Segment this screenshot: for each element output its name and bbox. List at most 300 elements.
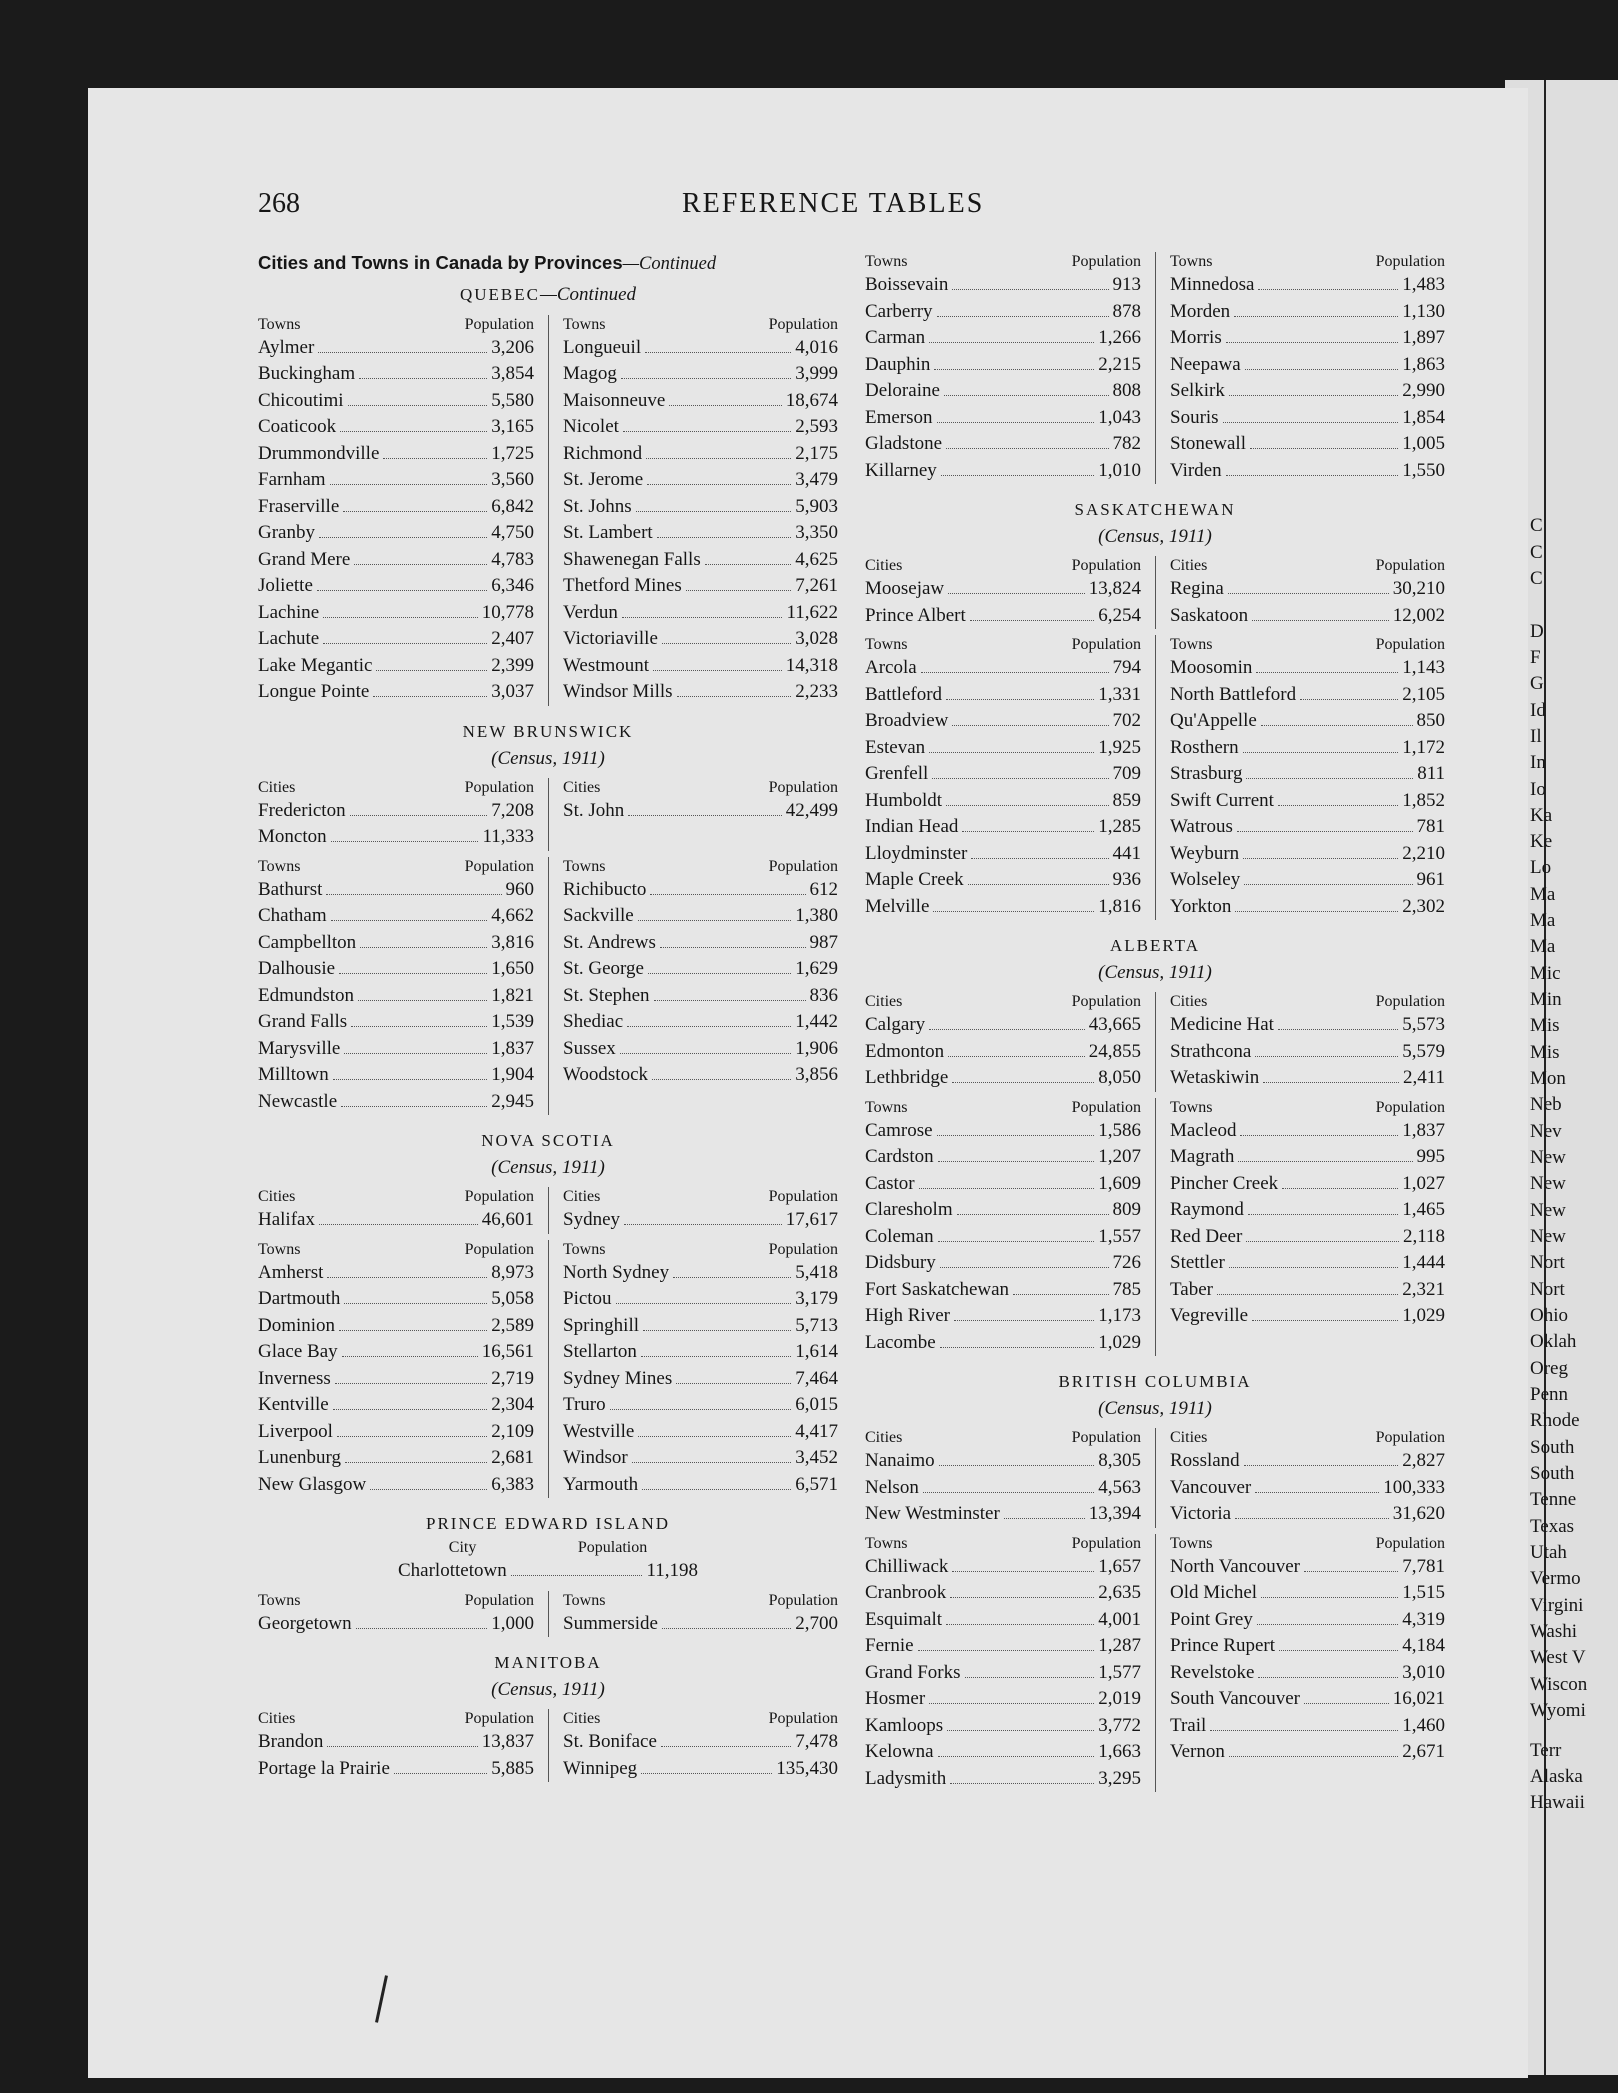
population-value: 5,579 (1402, 1040, 1445, 1062)
place-name: Marysville (258, 1037, 341, 1059)
left-subtable (865, 1534, 1155, 1793)
place-name: Truro (563, 1394, 606, 1415)
table-row (865, 1250, 1141, 1277)
left-subtable (865, 252, 1155, 484)
table-row (258, 1207, 534, 1234)
table-row (563, 983, 838, 1010)
table-row (1170, 867, 1445, 894)
table-row (865, 458, 1141, 485)
population-value: 100,333 (1383, 1476, 1445, 1498)
place-name: Magog (563, 363, 617, 384)
population-value: 1,725 (491, 442, 534, 464)
place-name: Liverpool (258, 1420, 333, 1442)
subtable-label: Cities (563, 1710, 601, 1727)
table-row (563, 1313, 838, 1340)
subtable-label: Towns (865, 253, 908, 270)
place-name: Nicolet (563, 416, 619, 437)
population-value: 2,019 (1098, 1688, 1141, 1709)
table-row (865, 1012, 1141, 1039)
place-name: Nanaimo (865, 1450, 935, 1471)
subtable-pop-label: Population (1071, 253, 1141, 270)
dot-leader (642, 1483, 791, 1490)
population-value: 13,824 (1088, 578, 1141, 599)
dot-leader (624, 1218, 782, 1225)
dot-leader (327, 1740, 477, 1747)
population-value: 1,331 (1098, 683, 1141, 705)
next-page-fragment: South (1530, 1437, 1575, 1458)
dot-leader (952, 1076, 1094, 1083)
place-name: Medicine Hat (1170, 1014, 1274, 1035)
table-row (865, 1633, 1141, 1660)
next-page-fragment: New (1530, 1173, 1566, 1194)
subtable-pop-label: Population (768, 1591, 838, 1609)
province-heading: SASKATCHEWAN (1074, 500, 1236, 519)
table-row (1170, 1686, 1445, 1713)
table-row (865, 814, 1141, 841)
subtable-header (563, 315, 838, 335)
place-name: St. Stephen (563, 984, 650, 1006)
dot-leader (643, 1324, 791, 1331)
table-row (1170, 603, 1445, 630)
table-row (258, 679, 534, 706)
next-page-fragment: Mic (1530, 963, 1561, 984)
table-block (258, 1240, 838, 1499)
table-row (865, 1501, 1141, 1528)
population-value: 1,143 (1402, 657, 1445, 678)
census-note: (Census, 1911) (491, 1679, 605, 1700)
dot-leader (970, 614, 1094, 621)
next-page-fragment: Oreg (1530, 1358, 1568, 1379)
population-value: 7,208 (491, 799, 534, 821)
subtable-pop-label: Population (464, 1188, 534, 1205)
place-name: Wetaskiwin (1170, 1067, 1260, 1088)
place-name: Lunenburg (258, 1447, 342, 1468)
population-value: 8,050 (1098, 1067, 1141, 1088)
population-value: 4,563 (1098, 1476, 1141, 1498)
population-value: 13,837 (481, 1731, 534, 1752)
population-value: 7,781 (1402, 1555, 1445, 1577)
place-name: Red Deer (1170, 1225, 1243, 1247)
table-row (1170, 761, 1445, 788)
right-subtable (548, 778, 838, 851)
place-name: Vegreville (1170, 1305, 1249, 1326)
dot-leader (317, 584, 487, 591)
population-value: 1,925 (1098, 736, 1141, 758)
population-value: 1,266 (1098, 327, 1141, 348)
population-value: 811 (1417, 763, 1445, 784)
table-row (1170, 894, 1445, 921)
place-name: Carberry (865, 300, 933, 322)
dot-leader (333, 1073, 488, 1080)
next-page-fragment: F (1530, 647, 1541, 668)
table-row (258, 1445, 534, 1472)
population-value: 1,577 (1098, 1661, 1141, 1683)
dot-leader (660, 941, 806, 948)
place-name: Halifax (258, 1209, 315, 1230)
right-subtable (1155, 556, 1445, 629)
dot-leader (937, 1129, 1095, 1136)
subtable-pop-label: Population (1375, 1534, 1445, 1552)
place-name: Watrous (1170, 816, 1233, 837)
place-name: Edmundston (258, 984, 355, 1006)
place-name: Lachine (258, 601, 320, 623)
dot-leader (938, 1235, 1095, 1242)
population-value: 5,885 (491, 1757, 534, 1779)
population-value: 1,029 (1402, 1305, 1445, 1326)
subtable-label: Cities (258, 778, 296, 796)
place-name: Esquimalt (865, 1608, 943, 1630)
table-row (563, 1260, 838, 1287)
place-name: Saskatoon (1170, 604, 1249, 626)
population-value: 1,465 (1402, 1199, 1445, 1220)
single-subtable (398, 1538, 698, 1585)
next-page-fragment: Virgini (1530, 1595, 1584, 1616)
population-value: 5,058 (491, 1288, 534, 1309)
place-name: Westville (563, 1420, 635, 1442)
dot-leader (662, 1622, 791, 1629)
dot-leader (923, 1486, 1094, 1493)
place-name: Gladstone (865, 433, 943, 454)
table-row (1170, 1012, 1445, 1039)
dot-leader (965, 1671, 1095, 1678)
right-subtable (548, 315, 838, 706)
table-row (1170, 272, 1445, 299)
table-row (865, 603, 1141, 630)
subtable-label: Towns (563, 1240, 606, 1258)
page-number: 268 (258, 188, 300, 219)
population-value: 2,233 (795, 681, 838, 702)
population-value: 1,444 (1402, 1252, 1445, 1273)
table-row (563, 335, 838, 362)
place-name: Lake Megantic (258, 654, 373, 676)
dot-leader (641, 1767, 772, 1774)
table-row (563, 520, 838, 547)
left-column (258, 250, 838, 1782)
dot-leader (648, 967, 791, 974)
table-row (258, 930, 534, 957)
population-value: 1,663 (1098, 1741, 1141, 1762)
subtable-label: Cities (258, 1188, 296, 1205)
place-name: Longueuil (563, 336, 642, 358)
population-value: 3,479 (795, 469, 838, 490)
population-value: 4,184 (1402, 1635, 1445, 1656)
population-value: 135,430 (776, 1757, 838, 1779)
population-value: 6,346 (491, 575, 534, 596)
subtable-pop-label: Population (768, 1240, 838, 1258)
table-block (865, 1428, 1445, 1528)
place-name: Yarmouth (563, 1473, 639, 1495)
subtable-header (1170, 556, 1445, 576)
table-row (1170, 1277, 1445, 1304)
place-name: Kamloops (865, 1714, 944, 1736)
population-value: 1,043 (1098, 406, 1141, 428)
right-subtable (548, 1187, 838, 1234)
right-subtable (1155, 1428, 1445, 1528)
table-row (865, 352, 1141, 379)
place-name: Dartmouth (258, 1288, 341, 1309)
table-row (865, 1448, 1141, 1475)
table-row (563, 1472, 838, 1499)
subtable-header (1170, 252, 1445, 272)
place-name: Didsbury (865, 1252, 936, 1273)
table-block (865, 635, 1445, 920)
table-row (258, 467, 534, 494)
place-name: St. Andrews (563, 931, 656, 953)
dot-leader (1255, 1486, 1379, 1493)
population-value: 1,550 (1402, 459, 1445, 481)
population-value: 43,665 (1088, 1014, 1141, 1035)
table-row (563, 653, 838, 680)
table-block (258, 1591, 838, 1638)
subtable-pop-label: Population (464, 315, 534, 333)
population-value: 16,021 (1392, 1688, 1445, 1709)
dot-leader (331, 835, 479, 842)
population-value: 1,442 (795, 1011, 838, 1032)
next-page-fragment: C (1530, 515, 1543, 536)
place-name: Battleford (865, 683, 943, 705)
dot-leader (319, 531, 487, 538)
next-page-fragment: Nort (1530, 1279, 1565, 1300)
dot-leader (1217, 1288, 1398, 1295)
table-row (1170, 352, 1445, 379)
subtable-pop-label: Population (1071, 1098, 1141, 1116)
place-name: Victoriaville (563, 628, 658, 649)
dot-leader (669, 399, 781, 406)
table-row (563, 467, 838, 494)
table-row (258, 1089, 534, 1116)
place-name: Emerson (865, 406, 933, 428)
population-value: 2,304 (491, 1394, 534, 1415)
province-heading: ALBERTA (1109, 936, 1200, 955)
next-page-fragment: Ma (1530, 936, 1556, 957)
table-row (563, 877, 838, 904)
table-row (258, 335, 534, 362)
place-name: Pincher Creek (1170, 1172, 1279, 1194)
population-value: 794 (1112, 657, 1141, 678)
next-page-fragment: South (1530, 1463, 1575, 1484)
table-row (563, 573, 838, 600)
place-name: Camrose (865, 1119, 933, 1141)
table-row (258, 520, 534, 547)
subtable-pop-label: Population (464, 1710, 534, 1727)
dot-leader (937, 310, 1109, 317)
table-block (258, 1187, 838, 1234)
population-value: 18,674 (785, 389, 838, 411)
place-name: Moosomin (1170, 657, 1253, 678)
dot-leader (934, 363, 1094, 370)
population-value: 1,586 (1098, 1119, 1141, 1141)
table-row (258, 626, 534, 653)
subtable-label: Towns (258, 1591, 301, 1609)
dot-leader (657, 531, 792, 538)
table-row (865, 867, 1141, 894)
subtable-pop-label: Population (768, 857, 838, 875)
table-row (563, 679, 838, 706)
dot-leader (628, 809, 782, 816)
population-value: 1,130 (1402, 300, 1445, 322)
dot-leader (677, 690, 792, 697)
place-name: Prince Albert (865, 604, 966, 626)
next-page-fragment: Mis (1530, 1015, 1560, 1036)
table-block (258, 315, 838, 706)
population-value: 612 (809, 878, 838, 900)
dot-leader (1237, 825, 1413, 832)
place-name: Carman (865, 327, 926, 348)
subtable-header (563, 857, 838, 877)
dot-leader (318, 346, 487, 353)
place-name: Windsor Mills (563, 681, 673, 702)
subtable-label: Towns (1170, 253, 1213, 270)
table-row (258, 1339, 534, 1366)
subtable-pop-label: Population (464, 1240, 534, 1258)
table-row (258, 1611, 534, 1638)
population-value: 7,464 (795, 1367, 838, 1389)
population-value: 1,821 (491, 984, 534, 1006)
subtable-label: Towns (865, 636, 908, 653)
subtable-header (1170, 1098, 1445, 1118)
province-section-nova-scotia (258, 1127, 838, 1498)
place-name: Moncton (258, 826, 327, 847)
population-value: 1,852 (1402, 789, 1445, 811)
population-value: 2,118 (1402, 1225, 1445, 1247)
table-row (258, 361, 534, 388)
table-row (258, 494, 534, 521)
population-value: 2,321 (1402, 1278, 1445, 1300)
dot-leader (1229, 1750, 1398, 1757)
place-name: Coaticook (258, 416, 337, 437)
province-heading: NEW BRUNSWICK (462, 721, 634, 741)
census-note: (Census, 1911) (1098, 962, 1212, 983)
dot-leader (1229, 389, 1398, 396)
next-page-fragment: Penn (1530, 1384, 1568, 1405)
next-page-fragment: Texas (1530, 1516, 1575, 1537)
table-row (1170, 1039, 1445, 1066)
province-subtitle: —Continued (539, 283, 637, 305)
dot-leader (650, 888, 805, 895)
population-value: 30,210 (1392, 578, 1445, 599)
place-name: St. Lambert (563, 522, 653, 543)
dot-leader (1244, 878, 1412, 885)
subtable-pop-label: Population (464, 857, 534, 875)
place-name: Buckingham (258, 363, 356, 384)
population-value: 702 (1112, 710, 1141, 731)
subtable-header (1170, 992, 1445, 1012)
dot-leader (1243, 746, 1399, 753)
dot-leader (686, 584, 792, 591)
dot-leader (341, 1100, 487, 1107)
place-name: Grenfell (865, 763, 929, 784)
table-row (865, 1580, 1141, 1607)
dot-leader (622, 611, 783, 618)
place-name: Aylmer (258, 336, 315, 358)
next-page-fragment: New (1530, 1200, 1566, 1221)
table-row (258, 1036, 534, 1063)
table-row (865, 1713, 1141, 1740)
table-row (865, 1277, 1141, 1304)
subtable-pop-label: Population (1375, 993, 1445, 1010)
population-value: 31,620 (1392, 1503, 1445, 1524)
next-page-fragment: Utah (1530, 1542, 1567, 1563)
subtable-label: City (448, 1539, 477, 1556)
population-value: 709 (1112, 763, 1141, 784)
table-title (258, 250, 838, 278)
place-name: Granby (258, 522, 315, 543)
dot-leader (940, 1341, 1095, 1348)
population-value: 46,601 (481, 1209, 534, 1230)
table-row (1170, 1171, 1445, 1198)
place-name: Portage la Prairie (258, 1757, 390, 1779)
place-name: Coleman (865, 1225, 934, 1247)
table-row (865, 378, 1141, 405)
table-row (865, 1554, 1141, 1581)
table-block (258, 778, 838, 851)
place-name: Pictou (563, 1288, 612, 1309)
place-name: Springhill (563, 1314, 640, 1336)
population-value: 2,210 (1402, 842, 1445, 864)
subtable-label: Towns (865, 1534, 908, 1552)
table-row (258, 1419, 534, 1446)
census-note: (Census, 1911) (491, 1157, 605, 1178)
next-page-fragment: Ka (1530, 805, 1553, 826)
place-name: Souris (1170, 406, 1219, 428)
subtable-label: Towns (258, 857, 301, 875)
next-page-fragment: Wyomi (1530, 1700, 1586, 1721)
table-row (865, 431, 1141, 458)
place-name: Vernon (1170, 1741, 1225, 1762)
next-page-fragment: Neb (1530, 1094, 1562, 1115)
dot-leader (952, 719, 1108, 726)
table-row (865, 1303, 1141, 1330)
place-name: Killarney (865, 459, 937, 481)
place-name: Newcastle (258, 1090, 338, 1112)
table-row (1170, 576, 1445, 603)
table-row (563, 1286, 838, 1313)
population-value: 726 (1112, 1252, 1141, 1273)
dot-leader (646, 452, 791, 459)
next-page-fragment: Nev (1530, 1121, 1562, 1142)
population-value: 1,207 (1098, 1146, 1141, 1167)
dot-leader (1257, 1618, 1398, 1625)
population-value: 1,657 (1098, 1555, 1141, 1577)
dot-leader (938, 1750, 1095, 1757)
place-name: Chilliwack (865, 1555, 949, 1577)
population-value: 1,906 (795, 1037, 838, 1059)
population-value: 3,037 (491, 681, 534, 702)
dot-leader (947, 1724, 1094, 1731)
place-name: Deloraine (865, 380, 940, 401)
left-subtable (865, 1098, 1155, 1357)
table-row (1170, 814, 1445, 841)
dot-leader (952, 283, 1108, 290)
dot-leader (345, 1456, 487, 1463)
subtable-pop-label: Population (464, 778, 534, 796)
dot-leader (330, 478, 488, 485)
place-name: Sydney Mines (563, 1367, 673, 1389)
dot-leader (348, 399, 488, 406)
province-heading: BRITISH COLUMBIA (1058, 1372, 1252, 1391)
population-value: 5,418 (795, 1261, 838, 1283)
dot-leader (1282, 1182, 1398, 1189)
population-value: 10,778 (481, 601, 534, 623)
table-row (563, 1366, 838, 1393)
population-value: 1,173 (1098, 1305, 1141, 1326)
subtable-pop-label: Population (1071, 1534, 1141, 1552)
table-row (563, 626, 838, 653)
running-title: REFERENCE TABLES (682, 188, 985, 219)
dot-leader (919, 1182, 1095, 1189)
table-row (563, 1036, 838, 1063)
population-value: 1,000 (491, 1612, 534, 1634)
